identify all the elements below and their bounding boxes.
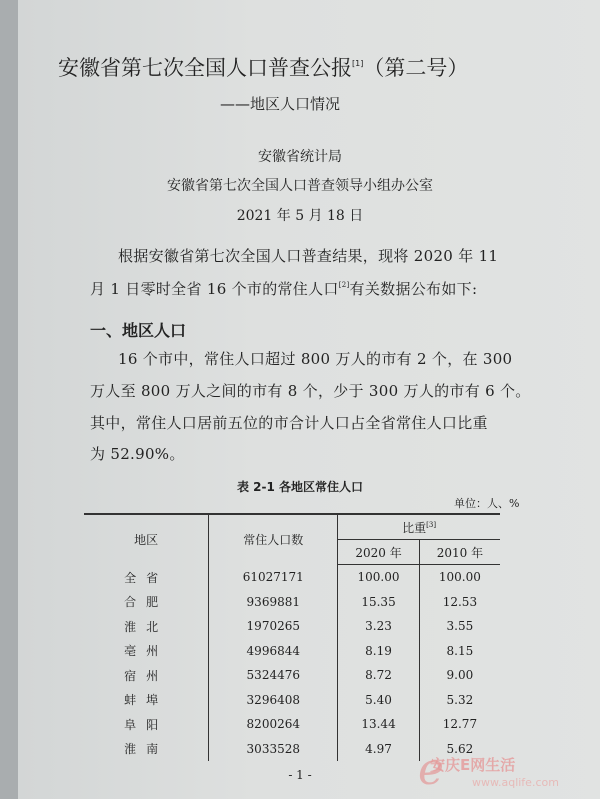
cell-share-2020: 15.35 (338, 590, 420, 615)
table-row (84, 688, 500, 713)
cell-share-2010: 3.55 (419, 614, 500, 639)
cell-population: 8200264 (209, 712, 338, 737)
issue-date: 2021 年 5 月 18 日 (236, 208, 364, 224)
cell-region: 亳州 (124, 644, 169, 659)
header-region: 地区 (84, 514, 209, 565)
table-row (84, 639, 500, 664)
table-row (84, 590, 500, 615)
table-unit: 单位：人、% (454, 497, 520, 510)
watermark-url: www.aqlife.com (472, 776, 559, 789)
cell-share-2020: 8.72 (338, 663, 420, 688)
issuer-office: 安徽省第七次全国人口普查领导小组办公室 (167, 178, 433, 194)
cell-share-2010: 12.53 (419, 590, 500, 615)
section-heading: 一、地区人口 (90, 321, 187, 340)
cell-region: 宿州 (124, 668, 169, 683)
table-row (84, 614, 500, 639)
cell-region: 合肥 (124, 595, 169, 610)
intro-paragraph-line: 月 1 日零时全省 16 个市的常住人口[2]有关数据公布如下: (90, 280, 478, 298)
header-share: 比重[3] (338, 514, 500, 540)
table-caption: 表 2-1 各地区常住人口 (236, 480, 364, 494)
document-title: 安徽省第七次全国人口普查公报[1]（第二号） (58, 56, 469, 80)
cell-share-2020: 100.00 (338, 565, 420, 590)
page-edge (0, 0, 18, 799)
cell-region: 蚌埠 (124, 693, 169, 708)
header-2020: 2020 年 (338, 540, 420, 565)
cell-population: 3296408 (209, 688, 338, 713)
section-paragraph-line: 其中，常住人口居前五位的市合计人口占全省常住人口比重 (90, 414, 488, 432)
cell-share-2010: 9.00 (419, 663, 500, 688)
section-paragraph-line: 为 52.90%。 (90, 445, 185, 463)
cell-share-2010: 5.32 (419, 688, 500, 713)
issuer-bureau: 安徽省统计局 (258, 149, 342, 165)
page-number: - 1 - (288, 768, 312, 782)
cell-share-2010: 100.00 (419, 565, 500, 590)
cell-share-2020: 13.44 (338, 712, 420, 737)
section-paragraph-line: 万人至 800 万人之间的市有 8 个，少于 300 万人的市有 6 个。 (90, 382, 531, 400)
section-paragraph-line: 16 个市中，常住人口超过 800 万人的市有 2 个，在 300 (118, 350, 513, 368)
intro-paragraph-line: 根据安徽省第七次全国人口普查结果，现将 2020 年 11 (118, 247, 499, 265)
table-row (84, 663, 500, 688)
cell-population: 3033528 (209, 737, 338, 762)
table-row (84, 712, 500, 737)
table-row (84, 565, 500, 590)
cell-share-2010: 8.15 (419, 639, 500, 664)
cell-region: 淮北 (124, 619, 169, 634)
cell-share-2010: 12.77 (419, 712, 500, 737)
cell-region: 全省 (124, 570, 169, 585)
header-population: 常住人口数 (209, 514, 338, 565)
watermark-name: 安庆E网生活 (430, 756, 516, 774)
cell-population: 4996844 (209, 639, 338, 664)
cell-region: 淮南 (124, 742, 169, 757)
document-subtitle: ——地区人口情况 (220, 95, 341, 113)
header-2010: 2010 年 (419, 540, 500, 565)
cell-population: 5324476 (209, 663, 338, 688)
population-table (84, 513, 500, 761)
cell-region: 阜阳 (124, 717, 169, 732)
cell-population: 61027171 (209, 565, 338, 590)
cell-share-2020: 4.97 (338, 737, 420, 762)
cell-share-2020: 3.23 (338, 614, 420, 639)
cell-population: 1970265 (209, 614, 338, 639)
cell-share-2020: 8.19 (338, 639, 420, 664)
cell-population: 9369881 (209, 590, 338, 615)
cell-share-2020: 5.40 (338, 688, 420, 713)
watermark-logo: e (418, 744, 445, 795)
cell-share-2010: 5.62 (419, 737, 500, 762)
